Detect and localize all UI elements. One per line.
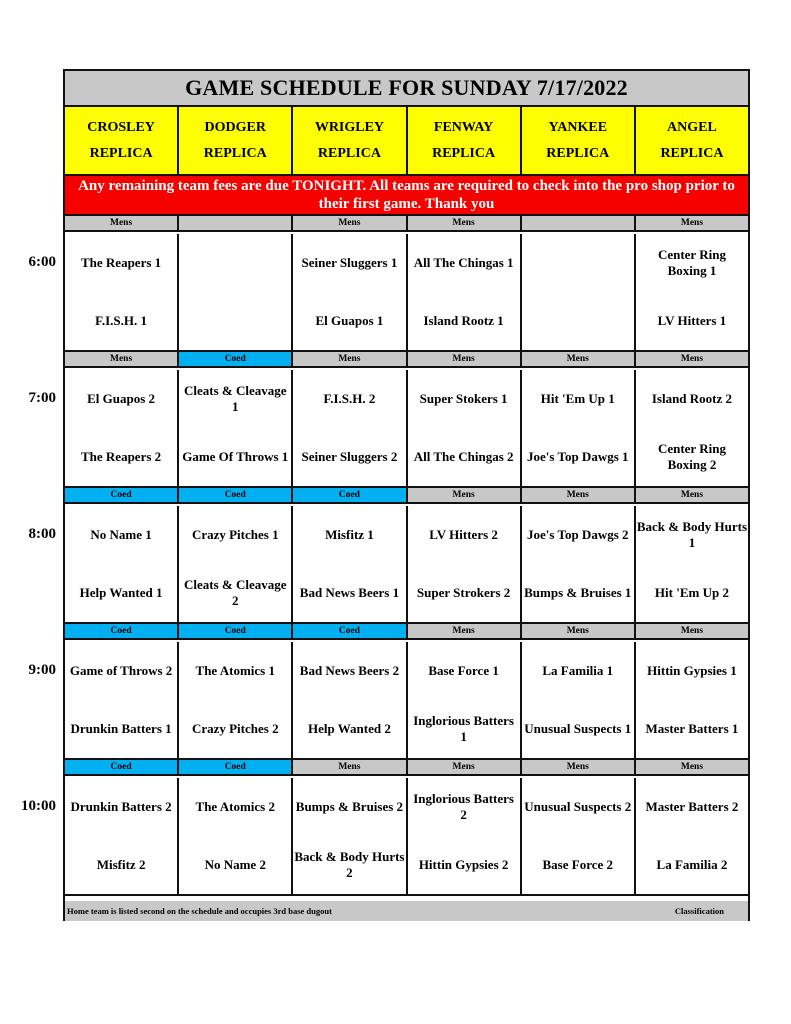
game-cell <box>636 370 748 486</box>
away-team: Back & Body Hurts 1 <box>636 519 748 550</box>
away-team: The Reapers 1 <box>81 255 162 270</box>
game-cell <box>408 506 522 622</box>
game-cell <box>179 234 293 350</box>
classification-badge: Coed <box>179 352 293 366</box>
field-header-crosley <box>65 107 179 174</box>
field-subtitle: REPLICA <box>660 145 724 161</box>
classification-row <box>65 216 748 232</box>
game-cell <box>408 778 522 894</box>
classification-badge: Mens <box>293 216 407 230</box>
home-team: Cleats & Cleavage 2 <box>183 577 287 608</box>
home-team: Back & Body Hurts 2 <box>294 849 405 880</box>
field-name: WRIGLEY <box>314 119 385 135</box>
field-name: FENWAY <box>433 119 494 135</box>
classification-badge: Mens <box>636 624 748 638</box>
classification-badge: Coed <box>65 760 179 774</box>
classification-badge: Mens <box>408 352 522 366</box>
home-team <box>522 292 634 350</box>
home-team: F.I.S.H. 1 <box>95 313 148 328</box>
classification-badge <box>522 216 636 230</box>
home-team <box>179 292 291 350</box>
home-team: Hit 'Em Up 2 <box>654 585 729 600</box>
game-cell <box>293 234 407 350</box>
time-label: 8:00 <box>28 526 56 542</box>
game-cell <box>636 506 748 622</box>
game-cell <box>179 506 293 622</box>
away-team: Seiner Sluggers 1 <box>301 255 398 270</box>
classification-badge: Mens <box>522 624 636 638</box>
home-team: Help Wanted 2 <box>308 721 391 736</box>
away-team: Drunkin Batters 2 <box>70 799 172 814</box>
home-team: Bad News Beers 1 <box>299 585 400 600</box>
away-team: The Atomics 2 <box>195 799 275 814</box>
field-header-angel <box>636 107 748 174</box>
home-team: No Name 2 <box>204 857 266 872</box>
away-team: Island Rootz 2 <box>651 391 733 406</box>
classification-row <box>65 760 748 776</box>
time-label: 6:00 <box>28 254 56 270</box>
classification-badge: Coed <box>293 624 407 638</box>
game-row <box>65 234 748 352</box>
time-label: 7:00 <box>28 390 56 406</box>
field-header-wrigley <box>293 107 407 174</box>
away-team: Hit 'Em Up 1 <box>540 391 615 406</box>
classification-badge: Mens <box>522 352 636 366</box>
classification-badge: Mens <box>408 760 522 774</box>
game-cell <box>65 642 179 758</box>
home-team: La Familia 2 <box>656 857 728 872</box>
field-header-row <box>65 107 748 176</box>
classification-badge: Mens <box>65 216 179 230</box>
classification-badge: Coed <box>179 488 293 502</box>
classification-badge: Coed <box>65 624 179 638</box>
game-cell <box>636 642 748 758</box>
away-team: El Guapos 2 <box>87 391 156 406</box>
away-team: Cleats & Cleavage 1 <box>183 383 287 414</box>
home-team: Master Batters 1 <box>645 721 739 736</box>
home-team: Inglorious Batters 1 <box>413 713 514 744</box>
home-team: Help Wanted 1 <box>79 585 163 600</box>
field-subtitle: REPLICA <box>203 145 267 161</box>
away-team: Master Batters 2 <box>645 799 739 814</box>
home-team: Seiner Sluggers 2 <box>301 449 398 464</box>
game-row <box>65 370 748 488</box>
classification-badge: Coed <box>65 488 179 502</box>
away-team: No Name 1 <box>90 527 152 542</box>
game-cell <box>408 234 522 350</box>
away-team <box>522 234 634 292</box>
away-team <box>179 234 291 292</box>
game-cell <box>179 370 293 486</box>
home-team: El Guapos 1 <box>315 313 384 328</box>
game-cell <box>65 370 179 486</box>
field-name: CROSLEY <box>87 119 155 135</box>
game-cell <box>636 778 748 894</box>
game-cell <box>293 778 407 894</box>
classification-badge: Mens <box>65 352 179 366</box>
home-team: Joe's Top Dawgs 1 <box>527 449 629 464</box>
away-team: All The Chingas 1 <box>413 255 514 270</box>
game-cell <box>65 778 179 894</box>
classification-badge: Mens <box>636 352 748 366</box>
field-header-dodger <box>179 107 293 174</box>
field-name: YANKEE <box>548 119 608 135</box>
footer-note: Home team is listed second on the schedule and occupies 3rd base dugout <box>67 906 332 916</box>
classification-badge <box>179 216 293 230</box>
classification-badge: Mens <box>408 624 522 638</box>
home-team: Game Of Throws 1 <box>182 449 289 464</box>
field-name: ANGEL <box>667 119 717 135</box>
game-cell <box>65 234 179 350</box>
game-cell <box>293 642 407 758</box>
game-cell <box>522 778 636 894</box>
classification-badge: Mens <box>522 488 636 502</box>
away-team: Joe's Top Dawgs 2 <box>527 527 629 542</box>
classification-row <box>65 488 748 504</box>
schedule-sheet <box>63 69 750 921</box>
away-team: Misfitz 1 <box>325 527 374 542</box>
classification-badge: Mens <box>636 216 748 230</box>
away-team: F.I.S.H. 2 <box>323 391 376 406</box>
home-team: The Reapers 2 <box>81 449 162 464</box>
away-team: Game of Throws 2 <box>69 663 173 678</box>
home-team: All The Chingas 2 <box>413 449 514 464</box>
away-team: Unusual Suspects 2 <box>524 799 632 814</box>
game-row <box>65 642 748 760</box>
game-cell <box>636 234 748 350</box>
classification-badge: Mens <box>293 352 407 366</box>
classification-badge: Mens <box>408 488 522 502</box>
classification-row <box>65 624 748 640</box>
away-team: La Familia 1 <box>542 663 614 678</box>
away-team: Crazy Pitches 1 <box>191 527 279 542</box>
classification-badge: Mens <box>408 216 522 230</box>
game-cell <box>408 370 522 486</box>
classification-badge: Mens <box>522 760 636 774</box>
classification-badge: Mens <box>636 760 748 774</box>
away-team: Super Stokers 1 <box>419 391 508 406</box>
field-subtitle: REPLICA <box>432 145 496 161</box>
home-team: Bumps & Bruises 1 <box>524 585 632 600</box>
game-cell <box>179 642 293 758</box>
home-team: Crazy Pitches 2 <box>191 721 279 736</box>
classification-legend: Classification <box>674 906 724 916</box>
classification-badge: Coed <box>179 760 293 774</box>
game-cell <box>522 370 636 486</box>
home-team: Drunkin Batters 1 <box>70 721 172 736</box>
footer-bar <box>65 901 748 921</box>
field-name: DODGER <box>204 119 266 135</box>
game-cell <box>408 642 522 758</box>
game-cell <box>293 370 407 486</box>
field-header-fenway <box>408 107 522 174</box>
home-team: Center Ring Boxing 2 <box>657 441 726 472</box>
away-team: Base Force 1 <box>428 663 499 678</box>
time-label: 9:00 <box>28 662 56 678</box>
away-team: The Atomics 1 <box>195 663 275 678</box>
away-team: LV Hitters 2 <box>429 527 498 542</box>
away-team: Inglorious Batters 2 <box>413 791 514 822</box>
home-team: Base Force 2 <box>542 857 614 872</box>
field-subtitle: REPLICA <box>89 145 153 161</box>
classification-badge: Mens <box>636 488 748 502</box>
away-team: Hittin Gypsies 1 <box>647 663 737 678</box>
away-team: Bad News Beers 2 <box>299 663 400 678</box>
field-header-yankee <box>522 107 636 174</box>
classification-badge: Coed <box>179 624 293 638</box>
classification-row <box>65 352 748 368</box>
home-team: Misfitz 2 <box>96 857 146 872</box>
home-team: Island Rootz 1 <box>423 313 504 328</box>
game-cell <box>65 506 179 622</box>
time-label: 10:00 <box>21 798 56 814</box>
field-subtitle: REPLICA <box>546 145 610 161</box>
classification-badge: Mens <box>293 760 407 774</box>
game-cell <box>522 642 636 758</box>
home-team: Hittin Gypsies 2 <box>418 857 509 872</box>
game-cell <box>293 506 407 622</box>
game-cell <box>522 506 636 622</box>
page-title: GAME SCHEDULE FOR SUNDAY 7/17/2022 <box>65 71 748 107</box>
fee-notice: Any remaining team fees are due TONIGHT. All teams are required to check into the pro shop prior to their first game. Thank you <box>65 176 748 216</box>
away-team: Center Ring Boxing 1 <box>657 247 726 278</box>
game-row <box>65 506 748 624</box>
home-team: Unusual Suspects 1 <box>524 721 632 736</box>
away-team: Bumps & Bruises 2 <box>295 799 404 814</box>
home-team: Super Strokers 2 <box>416 585 511 600</box>
field-subtitle: REPLICA <box>317 145 381 161</box>
classification-badge: Coed <box>293 488 407 502</box>
game-row <box>65 778 748 896</box>
game-cell <box>522 234 636 350</box>
game-cell <box>179 778 293 894</box>
home-team: LV Hitters 1 <box>657 313 727 328</box>
